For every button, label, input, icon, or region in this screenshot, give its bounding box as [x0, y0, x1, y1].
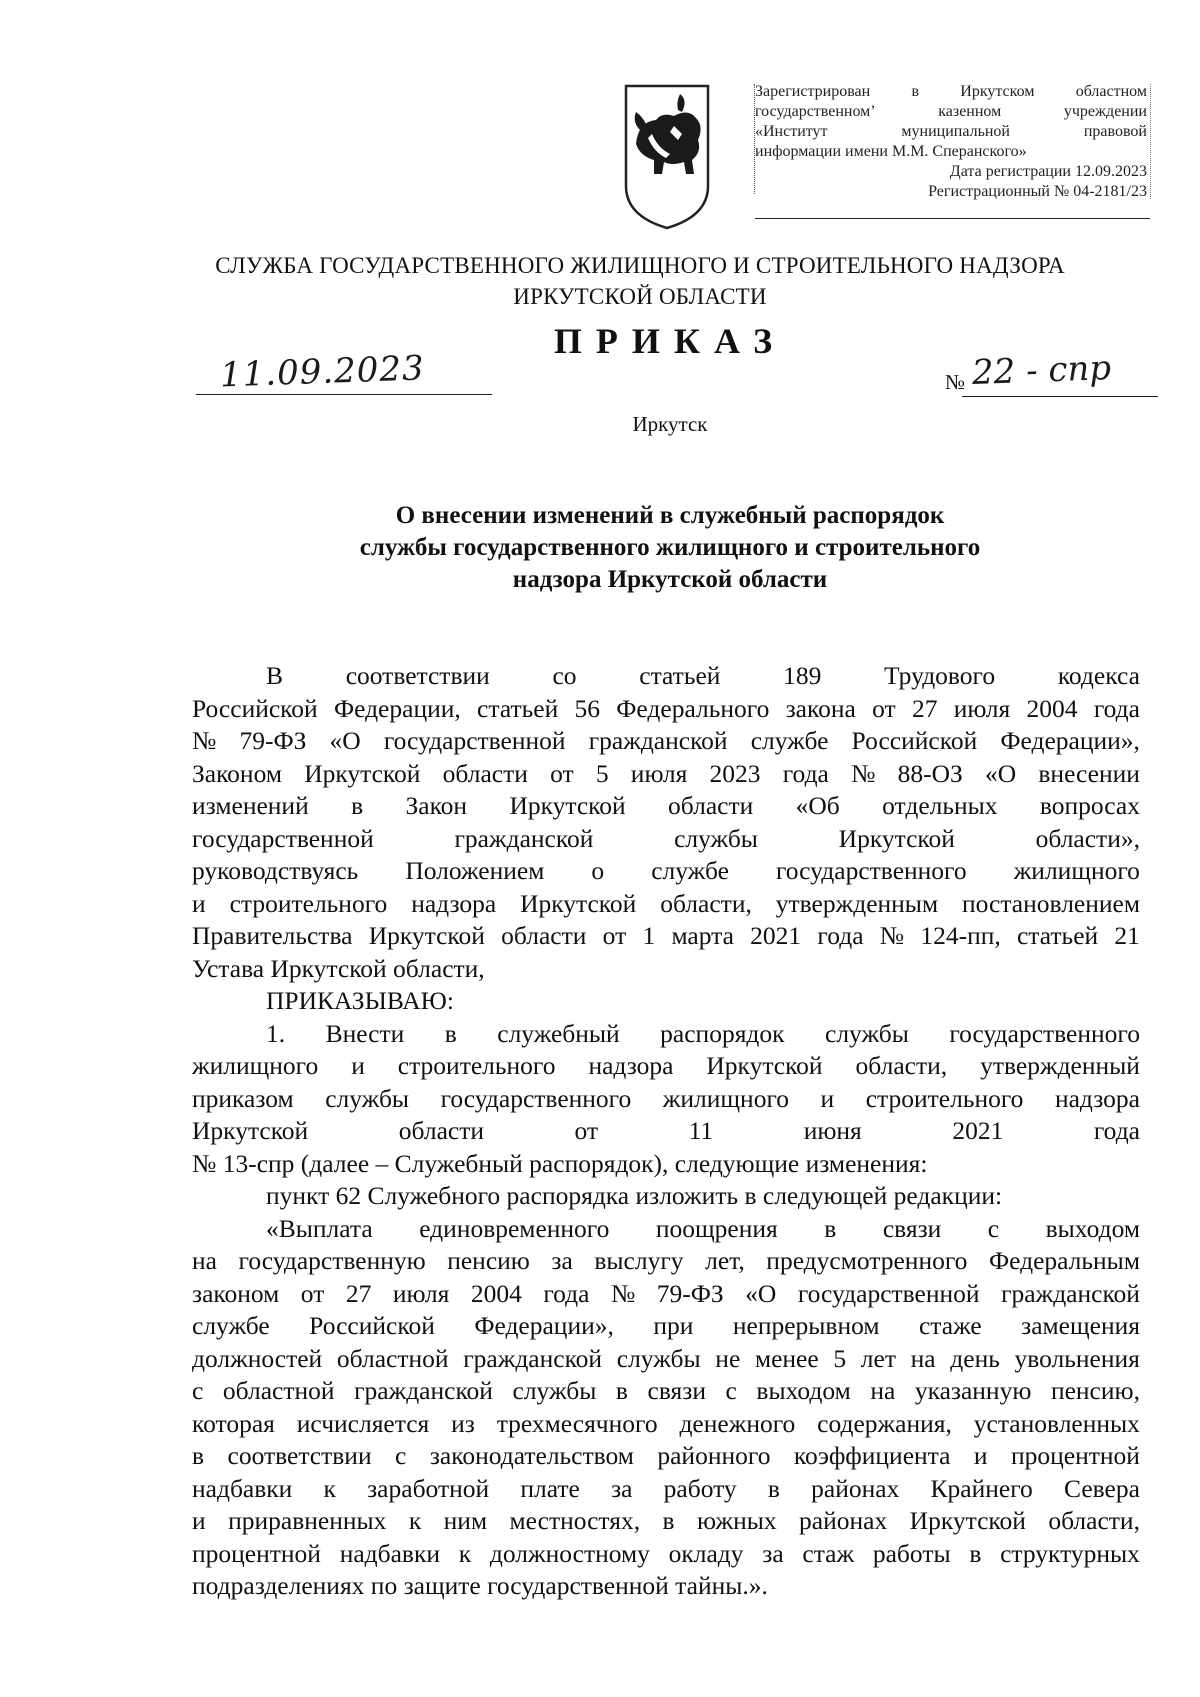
- body-word: 2021: [750, 921, 802, 950]
- body-word: года: [782, 758, 829, 788]
- body-word: законом: [192, 1278, 280, 1308]
- body-word: 79-ФЗ: [239, 726, 307, 755]
- body-line: [192, 888, 1140, 921]
- body-word: службы: [825, 1018, 909, 1048]
- body-word: Внести: [325, 1018, 405, 1048]
- body-word: коэффициента: [793, 1441, 951, 1470]
- number-label: №: [945, 370, 966, 394]
- body-word: отдельных: [882, 791, 998, 820]
- body-word: службе: [651, 856, 729, 885]
- body-word: строительного: [397, 1051, 556, 1080]
- body-word: Федерации»,: [1000, 726, 1140, 755]
- document-type: ПРИКАЗ: [553, 321, 787, 361]
- body-word: приказом: [192, 1083, 294, 1113]
- body-word: жилищного: [662, 1083, 790, 1113]
- body-word: утвержденный: [980, 1051, 1140, 1080]
- body-line: [192, 1148, 1140, 1181]
- stamp-word: в: [911, 83, 920, 100]
- body-word: Иркутской: [304, 758, 421, 788]
- body-word: в: [662, 1506, 675, 1535]
- body-word: из: [451, 1408, 475, 1438]
- body-word: плате: [520, 1473, 580, 1503]
- body-word: июня: [803, 1116, 862, 1145]
- body-word: «О: [329, 726, 361, 755]
- body-line: [192, 1083, 1140, 1116]
- body-word: указанную: [914, 1376, 1032, 1405]
- body-word: области»,: [1035, 823, 1140, 853]
- body-line: [192, 953, 1140, 986]
- body-word: и: [351, 1051, 365, 1080]
- body-word: области: [442, 758, 528, 788]
- body-word: от: [872, 693, 896, 723]
- body-word: в: [824, 1213, 837, 1243]
- stamp-line-3: [755, 122, 1147, 142]
- stamp-word: казенном: [938, 103, 1002, 120]
- body-line: [192, 1213, 1140, 1246]
- body-word: области: [398, 1116, 484, 1145]
- body-word: поощрения: [655, 1213, 778, 1243]
- body-word: стаже: [918, 1311, 982, 1340]
- city: Иркутск: [632, 412, 708, 436]
- body-word: выслугу: [594, 1246, 684, 1275]
- body-word: надбавки: [339, 1538, 440, 1568]
- body-word: за: [611, 1473, 633, 1503]
- body-word: службы: [325, 1083, 410, 1113]
- body-word: местностях,: [509, 1506, 641, 1535]
- body-word: и: [820, 1083, 835, 1113]
- stamp-word: муниципальной: [901, 123, 1010, 140]
- body-word: строительного: [229, 888, 388, 918]
- stamp-registration-date: Дата регистрации 12.09.2023: [949, 163, 1147, 180]
- body-line: [192, 1473, 1140, 1506]
- body-line: [192, 1050, 1140, 1083]
- body-word: пенсию: [447, 1246, 530, 1275]
- body-line: [192, 823, 1140, 856]
- body-word: ним: [443, 1506, 488, 1535]
- body-word: в: [767, 1473, 780, 1503]
- body-word: со: [552, 661, 577, 690]
- body-word: которая: [192, 1408, 275, 1438]
- body-word: службе: [750, 726, 829, 755]
- body-word: с: [725, 1376, 737, 1405]
- body-line: [192, 790, 1140, 823]
- number-underline: [962, 396, 1158, 397]
- body-line: [192, 1180, 1140, 1213]
- body-word: государственную: [238, 1246, 426, 1275]
- body-line: [192, 660, 1140, 693]
- body-word: 2021: [952, 1116, 1004, 1145]
- body-line: [192, 1278, 1140, 1311]
- body-word: «Выплата: [266, 1213, 373, 1243]
- body-word: года: [1093, 1116, 1140, 1145]
- body-word: марта: [671, 921, 734, 950]
- body-word: надзора: [1054, 1083, 1140, 1113]
- body-word: процентной: [1011, 1441, 1140, 1470]
- body-text: подразделениях по защите государственной тайны.».: [192, 1571, 768, 1600]
- body-word: лет,: [705, 1246, 745, 1275]
- body-word: надзора: [411, 888, 497, 918]
- body-line: [192, 758, 1140, 791]
- body-word: распорядок: [660, 1018, 785, 1048]
- stamp-right-border: [1150, 84, 1152, 199]
- body-word: районах: [811, 1473, 900, 1503]
- body-word: 56: [574, 693, 600, 723]
- body-line: [192, 725, 1140, 758]
- body-word: районах: [799, 1506, 888, 1535]
- body-word: 5: [595, 758, 609, 788]
- body-word: Российской: [851, 726, 978, 755]
- body-word: и: [192, 888, 206, 918]
- body-line: [192, 1018, 1140, 1051]
- body-word: соответствии: [227, 1441, 372, 1470]
- body-word: в: [615, 1376, 628, 1405]
- body-word: пенсию,: [1050, 1376, 1140, 1405]
- body-word: работу: [663, 1473, 737, 1503]
- body-word: день: [950, 1343, 1000, 1373]
- body-word: заработной: [367, 1473, 490, 1503]
- body-word: в: [192, 1441, 205, 1470]
- body-word: 124-пп,: [920, 921, 1001, 950]
- stamp-line-4: информации имени М.М. Сперанского»: [755, 143, 1027, 160]
- body-word: от: [602, 921, 627, 950]
- body-word: кодекса: [1057, 661, 1140, 690]
- document-title: [240, 500, 1100, 596]
- body-word: непрерывном: [732, 1311, 880, 1340]
- body-word: государственного: [440, 1083, 632, 1113]
- body-word: приравненных: [228, 1506, 387, 1535]
- body-word: службе: [192, 1311, 270, 1340]
- body-word: надзора: [588, 1051, 674, 1080]
- body-word: Законом: [192, 758, 282, 788]
- body-word: Иркутской: [509, 791, 626, 820]
- body-word: 2004: [1026, 693, 1078, 723]
- body-word: с: [192, 1376, 204, 1405]
- body-word: Иркутской: [706, 1051, 823, 1080]
- body-word: года: [817, 921, 864, 950]
- body-word: службы: [512, 1376, 597, 1405]
- body-word: 2023: [709, 758, 761, 788]
- body-word: от: [300, 1278, 325, 1308]
- body-word: Севера: [1064, 1473, 1140, 1503]
- body-word: замещения: [1021, 1311, 1140, 1340]
- date-underline: [196, 394, 492, 395]
- body-word: 11: [688, 1116, 714, 1145]
- body-word: №: [192, 726, 217, 755]
- body-word: от: [550, 758, 574, 788]
- body-word: постановлением: [961, 888, 1140, 918]
- body-word: службы: [616, 1343, 701, 1373]
- body-word: статьей: [639, 661, 721, 690]
- body-line: [192, 1115, 1140, 1148]
- document-body: [192, 660, 1140, 1603]
- body-word: Иркутской: [192, 1116, 309, 1145]
- body-word: Крайнего: [930, 1473, 1033, 1503]
- body-word: внесении: [1038, 758, 1140, 788]
- body-word: изменений: [192, 791, 309, 820]
- body-word: Российской: [192, 693, 318, 723]
- body-word: области,: [1048, 1506, 1140, 1535]
- stamp-underline: [755, 218, 1150, 219]
- body-word: июля: [630, 758, 688, 788]
- body-text: № 13-спр (далее – Служебный распорядок), следующие изменения:: [192, 1148, 928, 1178]
- body-word: о: [591, 856, 605, 885]
- body-word: Закон: [405, 791, 468, 820]
- body-word: установленных: [973, 1408, 1140, 1438]
- body-word: Федерации,: [333, 693, 461, 723]
- stamp-word: «Институт: [755, 123, 828, 140]
- body-word: июля: [953, 693, 1011, 723]
- body-text: ПРИКАЗЫВАЮ:: [266, 986, 454, 1015]
- body-word: закона: [785, 693, 856, 723]
- stamp-word: государственном’: [755, 103, 876, 120]
- body-word: окладу: [668, 1538, 744, 1568]
- stamp-word: Иркутском: [960, 83, 1035, 100]
- stamp-word: областном: [1075, 83, 1147, 100]
- body-word: и: [973, 1441, 988, 1470]
- body-word: №: [610, 1278, 636, 1308]
- body-word: Российской: [309, 1311, 435, 1340]
- body-word: гражданской: [1001, 1278, 1140, 1308]
- body-word: законодательством: [429, 1441, 634, 1470]
- body-word: надбавки: [192, 1473, 293, 1503]
- body-word: и: [192, 1506, 206, 1535]
- body-word: денежного: [679, 1408, 796, 1438]
- body-word: государственного: [949, 1018, 1140, 1048]
- body-word: на: [870, 1376, 896, 1405]
- body-line: [192, 1408, 1140, 1441]
- body-word: соответствии: [345, 661, 490, 690]
- body-word: государственной: [383, 726, 566, 755]
- body-word: №: [879, 921, 905, 950]
- body-word: связи: [882, 1213, 942, 1243]
- body-word: области,: [855, 1051, 948, 1080]
- body-word: строительного: [865, 1083, 1024, 1113]
- body-word: области,: [660, 888, 752, 918]
- body-line: [192, 920, 1140, 953]
- handwritten-number: 22 - спр: [971, 348, 1112, 393]
- body-word: Иркутской: [909, 1506, 1026, 1535]
- body-word: Иркутской: [520, 888, 637, 918]
- body-word: государственной: [797, 1278, 980, 1308]
- body-word: утвержденным: [775, 888, 939, 918]
- body-word: области: [501, 921, 587, 950]
- stamp-word: учреждении: [1063, 103, 1147, 120]
- body-word: государственного: [775, 856, 967, 885]
- body-word: южных: [697, 1506, 777, 1535]
- body-word: на: [192, 1246, 217, 1275]
- body-word: к: [408, 1506, 422, 1535]
- body-line: [192, 1538, 1140, 1571]
- body-line: [192, 1310, 1140, 1343]
- handwritten-date: 11.09.2023: [219, 348, 426, 396]
- body-word: структурных: [1000, 1538, 1140, 1568]
- body-word: единовременного: [419, 1213, 610, 1243]
- body-word: жилищного: [1013, 856, 1140, 885]
- body-word: Правительства: [192, 921, 353, 950]
- body-word: к: [323, 1473, 336, 1503]
- agency-name-line-1: СЛУЖБА ГОСУДАРСТВЕННОГО ЖИЛИЩНОГО И СТРОИТЕЛЬНОГО НАДЗОРА: [215, 253, 1065, 278]
- body-word: Иркутской: [368, 921, 485, 950]
- body-word: гражданской: [454, 823, 594, 853]
- body-word: 79-ФЗ: [656, 1278, 724, 1308]
- body-word: к: [458, 1538, 472, 1568]
- body-line: [192, 1375, 1140, 1408]
- body-word: процентной: [192, 1538, 321, 1568]
- body-word: службы: [674, 823, 758, 853]
- body-word: «Об: [795, 791, 840, 820]
- agency-name: [140, 250, 1140, 312]
- body-word: областной: [222, 1376, 335, 1405]
- body-word: года: [543, 1278, 590, 1308]
- body-word: статьей: [1016, 921, 1099, 950]
- body-word: менее: [754, 1343, 819, 1373]
- body-word: на: [910, 1343, 936, 1373]
- body-word: служебный: [497, 1018, 620, 1048]
- stamp-word: правовой: [1083, 123, 1147, 140]
- body-word: в: [444, 1018, 457, 1048]
- body-word: июля: [392, 1278, 450, 1308]
- title-line: О внесении изменений в служебный распорядок: [395, 502, 945, 529]
- title-line: службы государственного жилищного и строительного: [359, 534, 981, 561]
- body-word: за: [551, 1246, 573, 1275]
- body-word: жилищного: [192, 1051, 319, 1080]
- stamp-line-2: [755, 102, 1147, 122]
- body-word: года: [1093, 693, 1140, 723]
- body-word: стаж: [802, 1538, 855, 1568]
- body-text: пункт 62 Служебного распорядка изложить в следующей редакции:: [266, 1181, 1003, 1210]
- body-word: гражданской: [463, 1343, 603, 1373]
- body-word: статьей: [477, 693, 559, 723]
- body-line: [192, 855, 1140, 888]
- body-word: 27: [911, 693, 938, 723]
- body-word: должностей: [192, 1343, 323, 1373]
- coat-of-arms-emblem: [622, 82, 712, 230]
- body-word: В: [266, 661, 284, 690]
- body-word: предусмотренного: [766, 1246, 968, 1275]
- body-word: с: [987, 1213, 1000, 1243]
- body-word: районного: [657, 1441, 771, 1470]
- body-word: вопросах: [1039, 791, 1140, 820]
- body-word: исчисляется: [296, 1408, 430, 1438]
- body-line: [192, 1505, 1140, 1538]
- body-word: Федеральным: [988, 1246, 1140, 1275]
- body-word: 21: [1114, 921, 1140, 950]
- body-word: 1: [642, 921, 656, 950]
- body-word: Трудового: [884, 661, 996, 690]
- body-word: работы: [872, 1538, 951, 1568]
- agency-name-line-2: ИРКУТСКОЙ ОБЛАСТИ: [513, 284, 767, 309]
- body-text: Устава Иркутской области,: [192, 953, 485, 983]
- body-word: за: [762, 1538, 784, 1568]
- body-word: Положением: [405, 856, 545, 885]
- body-word: 5: [833, 1343, 847, 1373]
- stamp-registration-number: Регистрационный № 04-2181/23: [928, 183, 1147, 200]
- body-line: [192, 1343, 1140, 1376]
- body-word: содержания,: [817, 1408, 952, 1438]
- body-word: 1.: [266, 1018, 286, 1048]
- body-word: в: [351, 791, 364, 820]
- body-word: должностному: [489, 1538, 650, 1568]
- body-word: области: [668, 791, 754, 820]
- body-line: [192, 1245, 1140, 1278]
- registration-stamp: [755, 82, 1147, 220]
- body-word: гражданской: [354, 1376, 493, 1405]
- body-word: от: [574, 1116, 599, 1145]
- body-word: 189: [783, 661, 822, 690]
- body-word: №: [851, 758, 876, 788]
- body-line: [192, 1440, 1140, 1473]
- title-line: надзора Иркутской области: [512, 566, 828, 593]
- body-word: «О: [745, 1278, 777, 1308]
- body-word: увольнения: [1014, 1343, 1140, 1373]
- body-word: руководствуясь: [192, 856, 359, 885]
- body-word: выходом: [756, 1376, 851, 1405]
- body-word: 2004: [470, 1278, 522, 1308]
- body-word: государственной: [192, 823, 374, 853]
- body-word: связи: [647, 1376, 706, 1405]
- stamp-line-1: [755, 82, 1147, 102]
- stamp-word: Зарегистрирован: [755, 83, 871, 100]
- body-word: Иркутской: [838, 823, 955, 853]
- body-line: [192, 985, 1140, 1018]
- body-line: [192, 693, 1140, 726]
- body-word: в: [969, 1538, 982, 1568]
- body-word: «О: [985, 758, 1017, 788]
- body-word: гражданской: [588, 726, 728, 755]
- body-word: Федерального: [616, 693, 770, 723]
- body-word: 27: [345, 1278, 372, 1308]
- body-word: выходом: [1045, 1213, 1140, 1243]
- body-word: 88-ОЗ: [897, 758, 963, 788]
- body-word: Федерации»,: [474, 1311, 614, 1340]
- body-word: не: [715, 1343, 741, 1373]
- body-word: областной: [336, 1343, 449, 1373]
- body-word: трехмесячного: [496, 1408, 658, 1438]
- body-word: при: [653, 1311, 694, 1340]
- body-word: с: [395, 1441, 407, 1470]
- body-word: лет: [860, 1343, 896, 1373]
- body-line: [192, 1570, 1140, 1603]
